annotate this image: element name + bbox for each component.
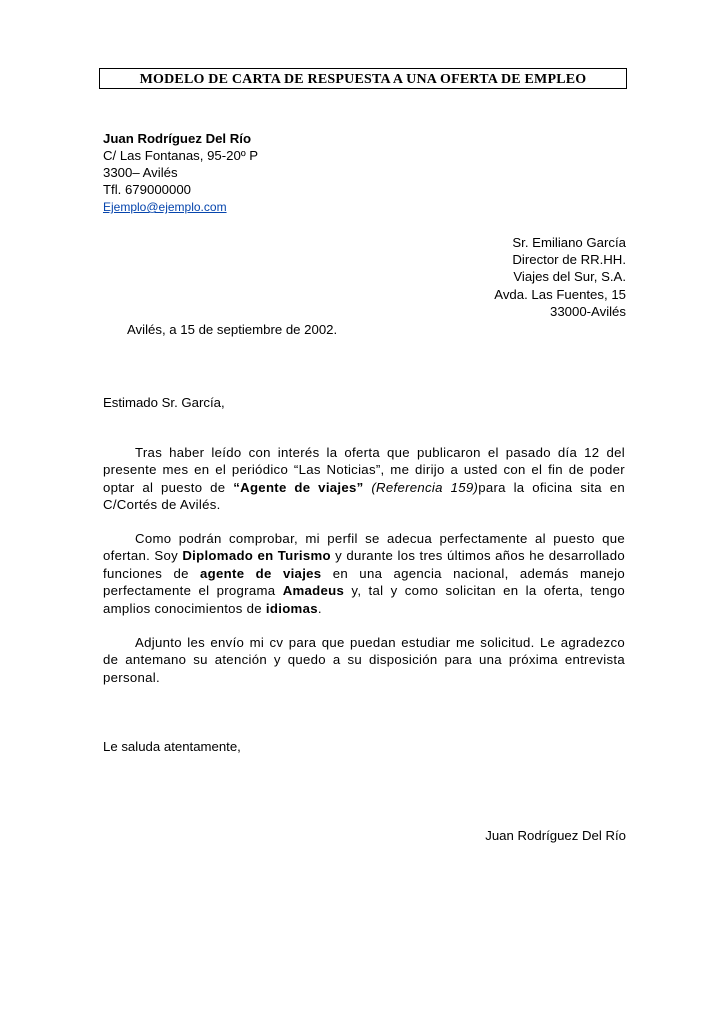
date-line: Avilés, a 15 de septiembre de 2002. <box>127 322 338 337</box>
recipient-company: Viajes del Sur, S.A. <box>513 269 626 285</box>
paragraph-1-text: Tras haber leído con interés la oferta que publicaron el pasado día 12 del presente mes en el periódico “Las Noticias”, me dirijo a usted con el fin de poder optar al puesto de <box>103 445 625 495</box>
sender-email-link[interactable]: Ejemplo@ejemplo.com <box>103 200 227 214</box>
sender-block <box>103 130 258 216</box>
paragraph-2-text-5: . <box>317 600 322 616</box>
closing-line: Le saluda atentamente, <box>103 739 241 754</box>
sender-city: 3300– Avilés <box>103 165 178 180</box>
reference-emphasis: (Referencia 159) <box>363 479 479 495</box>
sender-address: C/ Las Fontanas, 95-20º P <box>103 148 259 163</box>
recipient-block <box>494 234 626 320</box>
paragraph-2-text-3: en una agencia nacional, además manejo perfectamente el programa <box>103 565 625 599</box>
sender-phone: Tfl. 679000000 <box>103 182 191 197</box>
recipient-position: Director de RR.HH. <box>512 252 626 268</box>
document-title: MODELO DE CARTA DE RESPUESTA A UNA OFERTA DE EMPLEO <box>99 68 627 89</box>
software-emphasis: Amadeus <box>282 583 345 599</box>
sender-name: Juan Rodríguez Del Río <box>103 131 252 146</box>
greeting: Estimado Sr. García, <box>103 395 225 410</box>
role-emphasis: agente de viajes <box>200 565 322 581</box>
paragraph-2-text-2: y durante los tres últimos años he desarrollado funciones de <box>103 548 625 581</box>
job-title-emphasis: “Agente de viajes” <box>233 479 364 495</box>
degree-emphasis: Diplomado en Turismo <box>182 548 331 564</box>
recipient-name: Sr. Emiliano García <box>512 235 626 250</box>
body-paragraph-3: Adjunto les envío mi cv para que puedan estudiar me solicitud. Le agradezco de antemano su atención y quedo a su disposición para una próxima entrevista personal. <box>103 635 625 685</box>
recipient-address: Avda. Las Fuentes, 15 <box>494 286 626 302</box>
paragraph-2-text-4: y, tal y como solicitan en la oferta, tengo amplios conocimientos de <box>103 583 625 616</box>
paragraph-2-text: Como podrán comprobar, mi perfil se adecua perfectamente al puesto que ofertan. Soy <box>103 531 625 564</box>
languages-emphasis: idiomas <box>265 600 318 616</box>
body-paragraph-2 <box>103 530 625 617</box>
recipient-city: 33000-Avilés <box>549 303 626 319</box>
paragraph-1-text-end: para la oficina sita en C/Cortés de Avilés. <box>103 479 625 513</box>
signature: Juan Rodríguez Del Río <box>485 828 626 843</box>
body-paragraph-1 <box>103 444 625 514</box>
